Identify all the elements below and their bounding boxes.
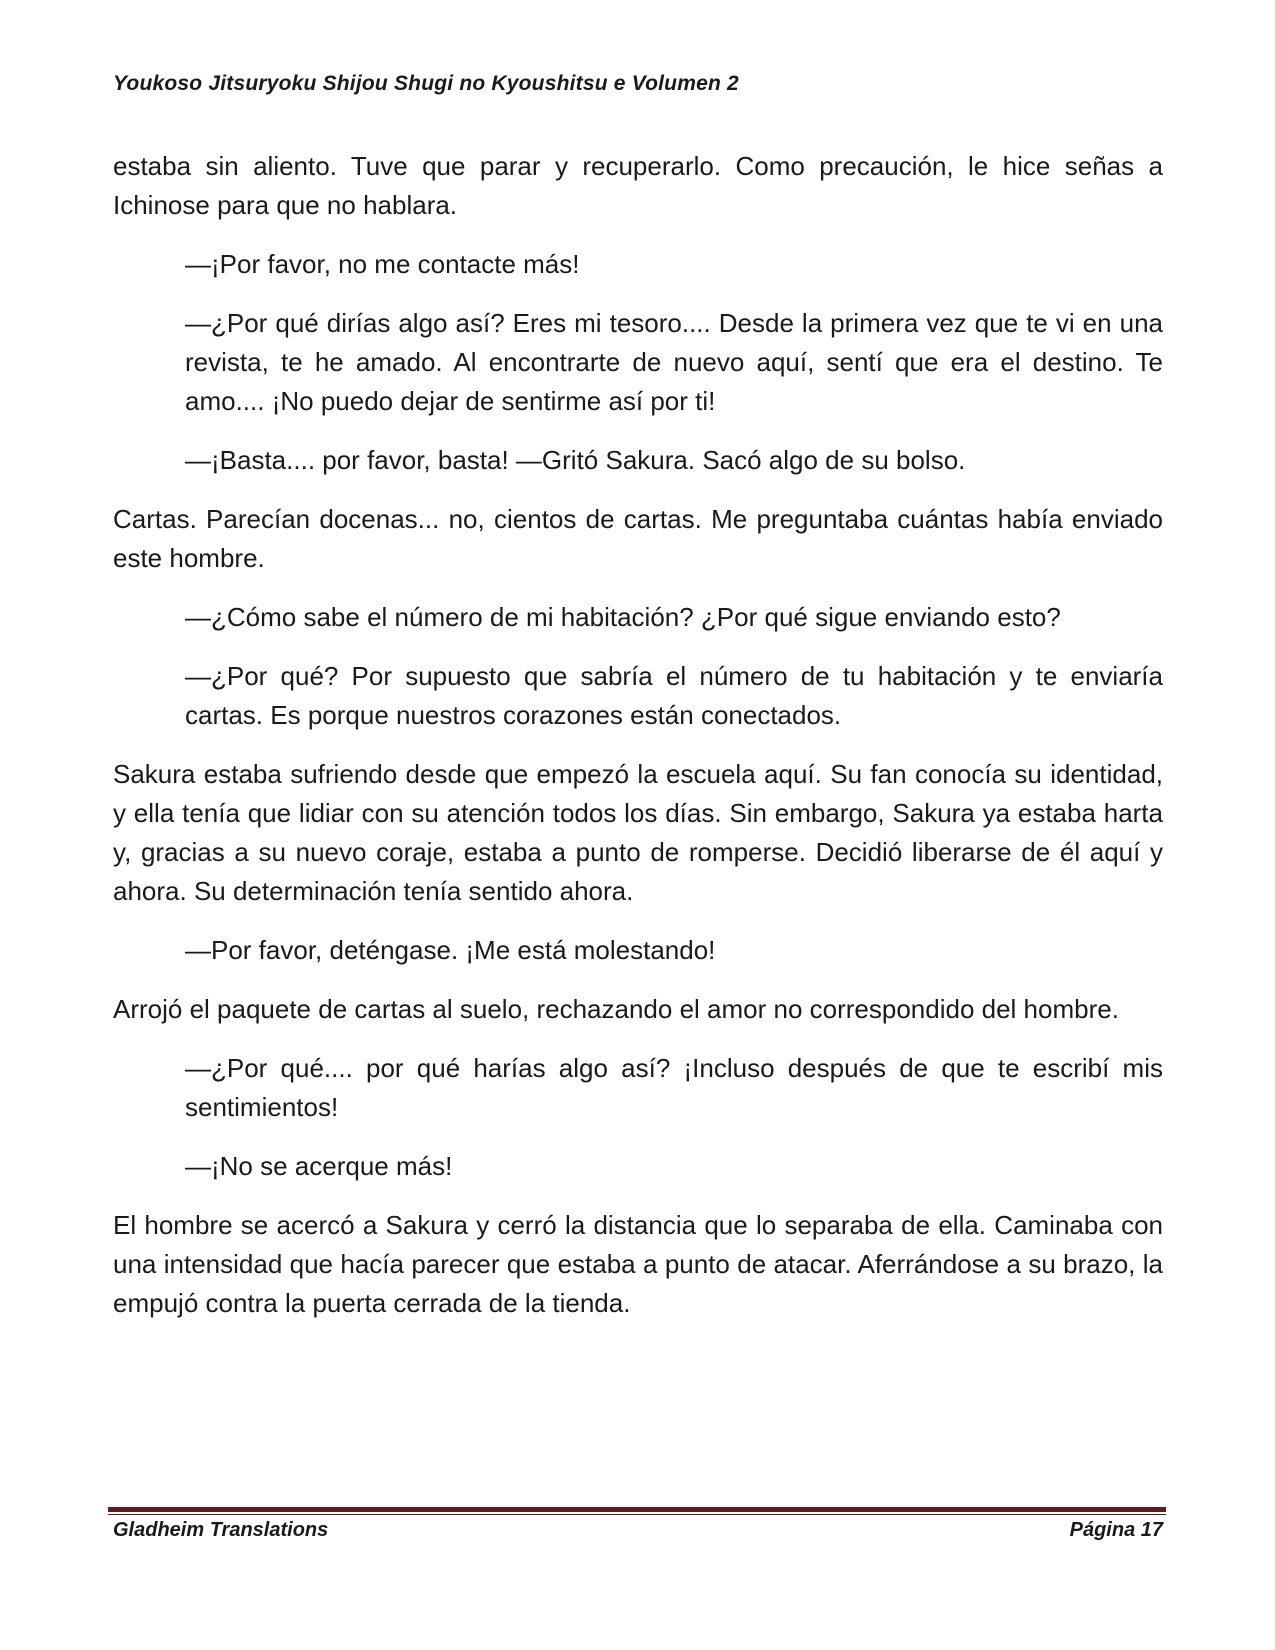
footer-page-number: Página 17 — [1069, 1519, 1163, 1541]
dialogue-5: —¿Por qué? Por supuesto que sabría el número de tu habitación y te enviaría cartas. Es porque nuestros corazones están conectados. — [185, 661, 1163, 730]
footer-divider-thin — [108, 1514, 1166, 1515]
dialogue-2: —¿Por qué dirías algo así? Eres mi tesoro.... Desde la primera vez que te vi en una revista, te he amado. Al encontrarte de nuevo aquí, sentí que era el destino. Te amo.... ¡No puedo dejar de sentirme así por ti! — [185, 308, 1163, 416]
paragraph-1: estaba sin aliento. Tuve que parar y recuperarlo. Como precaución, le hice señas a Ichinose para que no hablara. — [113, 151, 1163, 220]
paragraph-4: Arrojó el paquete de cartas al suelo, rechazando el amor no correspondido del hombre. — [113, 994, 1119, 1024]
dialogue-6: —Por favor, deténgase. ¡Me está molestando! — [185, 935, 716, 965]
dialogue-7: —¿Por qué.... por qué harías algo así? ¡Incluso después de que te escribí mis sentimientos! — [185, 1053, 1163, 1122]
footer-translator: Gladheim Translations — [113, 1519, 329, 1541]
footer-divider — [108, 1507, 1166, 1515]
dialogue-4: —¿Cómo sabe el número de mi habitación? ¿Por qué sigue enviando esto? — [185, 602, 1061, 632]
paragraph-5: El hombre se acercó a Sakura y cerró la distancia que lo separaba de ella. Caminaba con una intensidad que hacía parecer que estaba a punto de atacar. Aferrándose a su brazo, la empujó contra la puerta cerrada de la tienda. — [113, 1210, 1163, 1318]
dialogue-8: —¡No se acerque más! — [185, 1151, 453, 1181]
dialogue-3: —¡Basta.... por favor, basta! —Gritó Sakura. Sacó algo de su bolso. — [185, 445, 966, 475]
running-header: Youkoso Jitsuryoku Shijou Shugi no Kyoushitsu e Volumen 2 — [113, 72, 739, 95]
body-text — [113, 147, 1163, 1343]
paragraph-3: Sakura estaba sufriendo desde que empezó la escuela aquí. Su fan conocía su identidad, y ella tenía que lidiar con su atención todos los días. Sin embargo, Sakura ya estaba harta y, gracias a su nuevo coraje, estaba a punto de romperse. Decidió liberarse de él aquí y ahora. Su determinación tenía sentido ahora. — [113, 759, 1163, 906]
dialogue-1: —¡Por favor, no me contacte más! — [185, 249, 580, 279]
paragraph-2: Cartas. Parecían docenas... no, cientos de cartas. Me preguntaba cuántas había enviado este hombre. — [113, 504, 1163, 573]
